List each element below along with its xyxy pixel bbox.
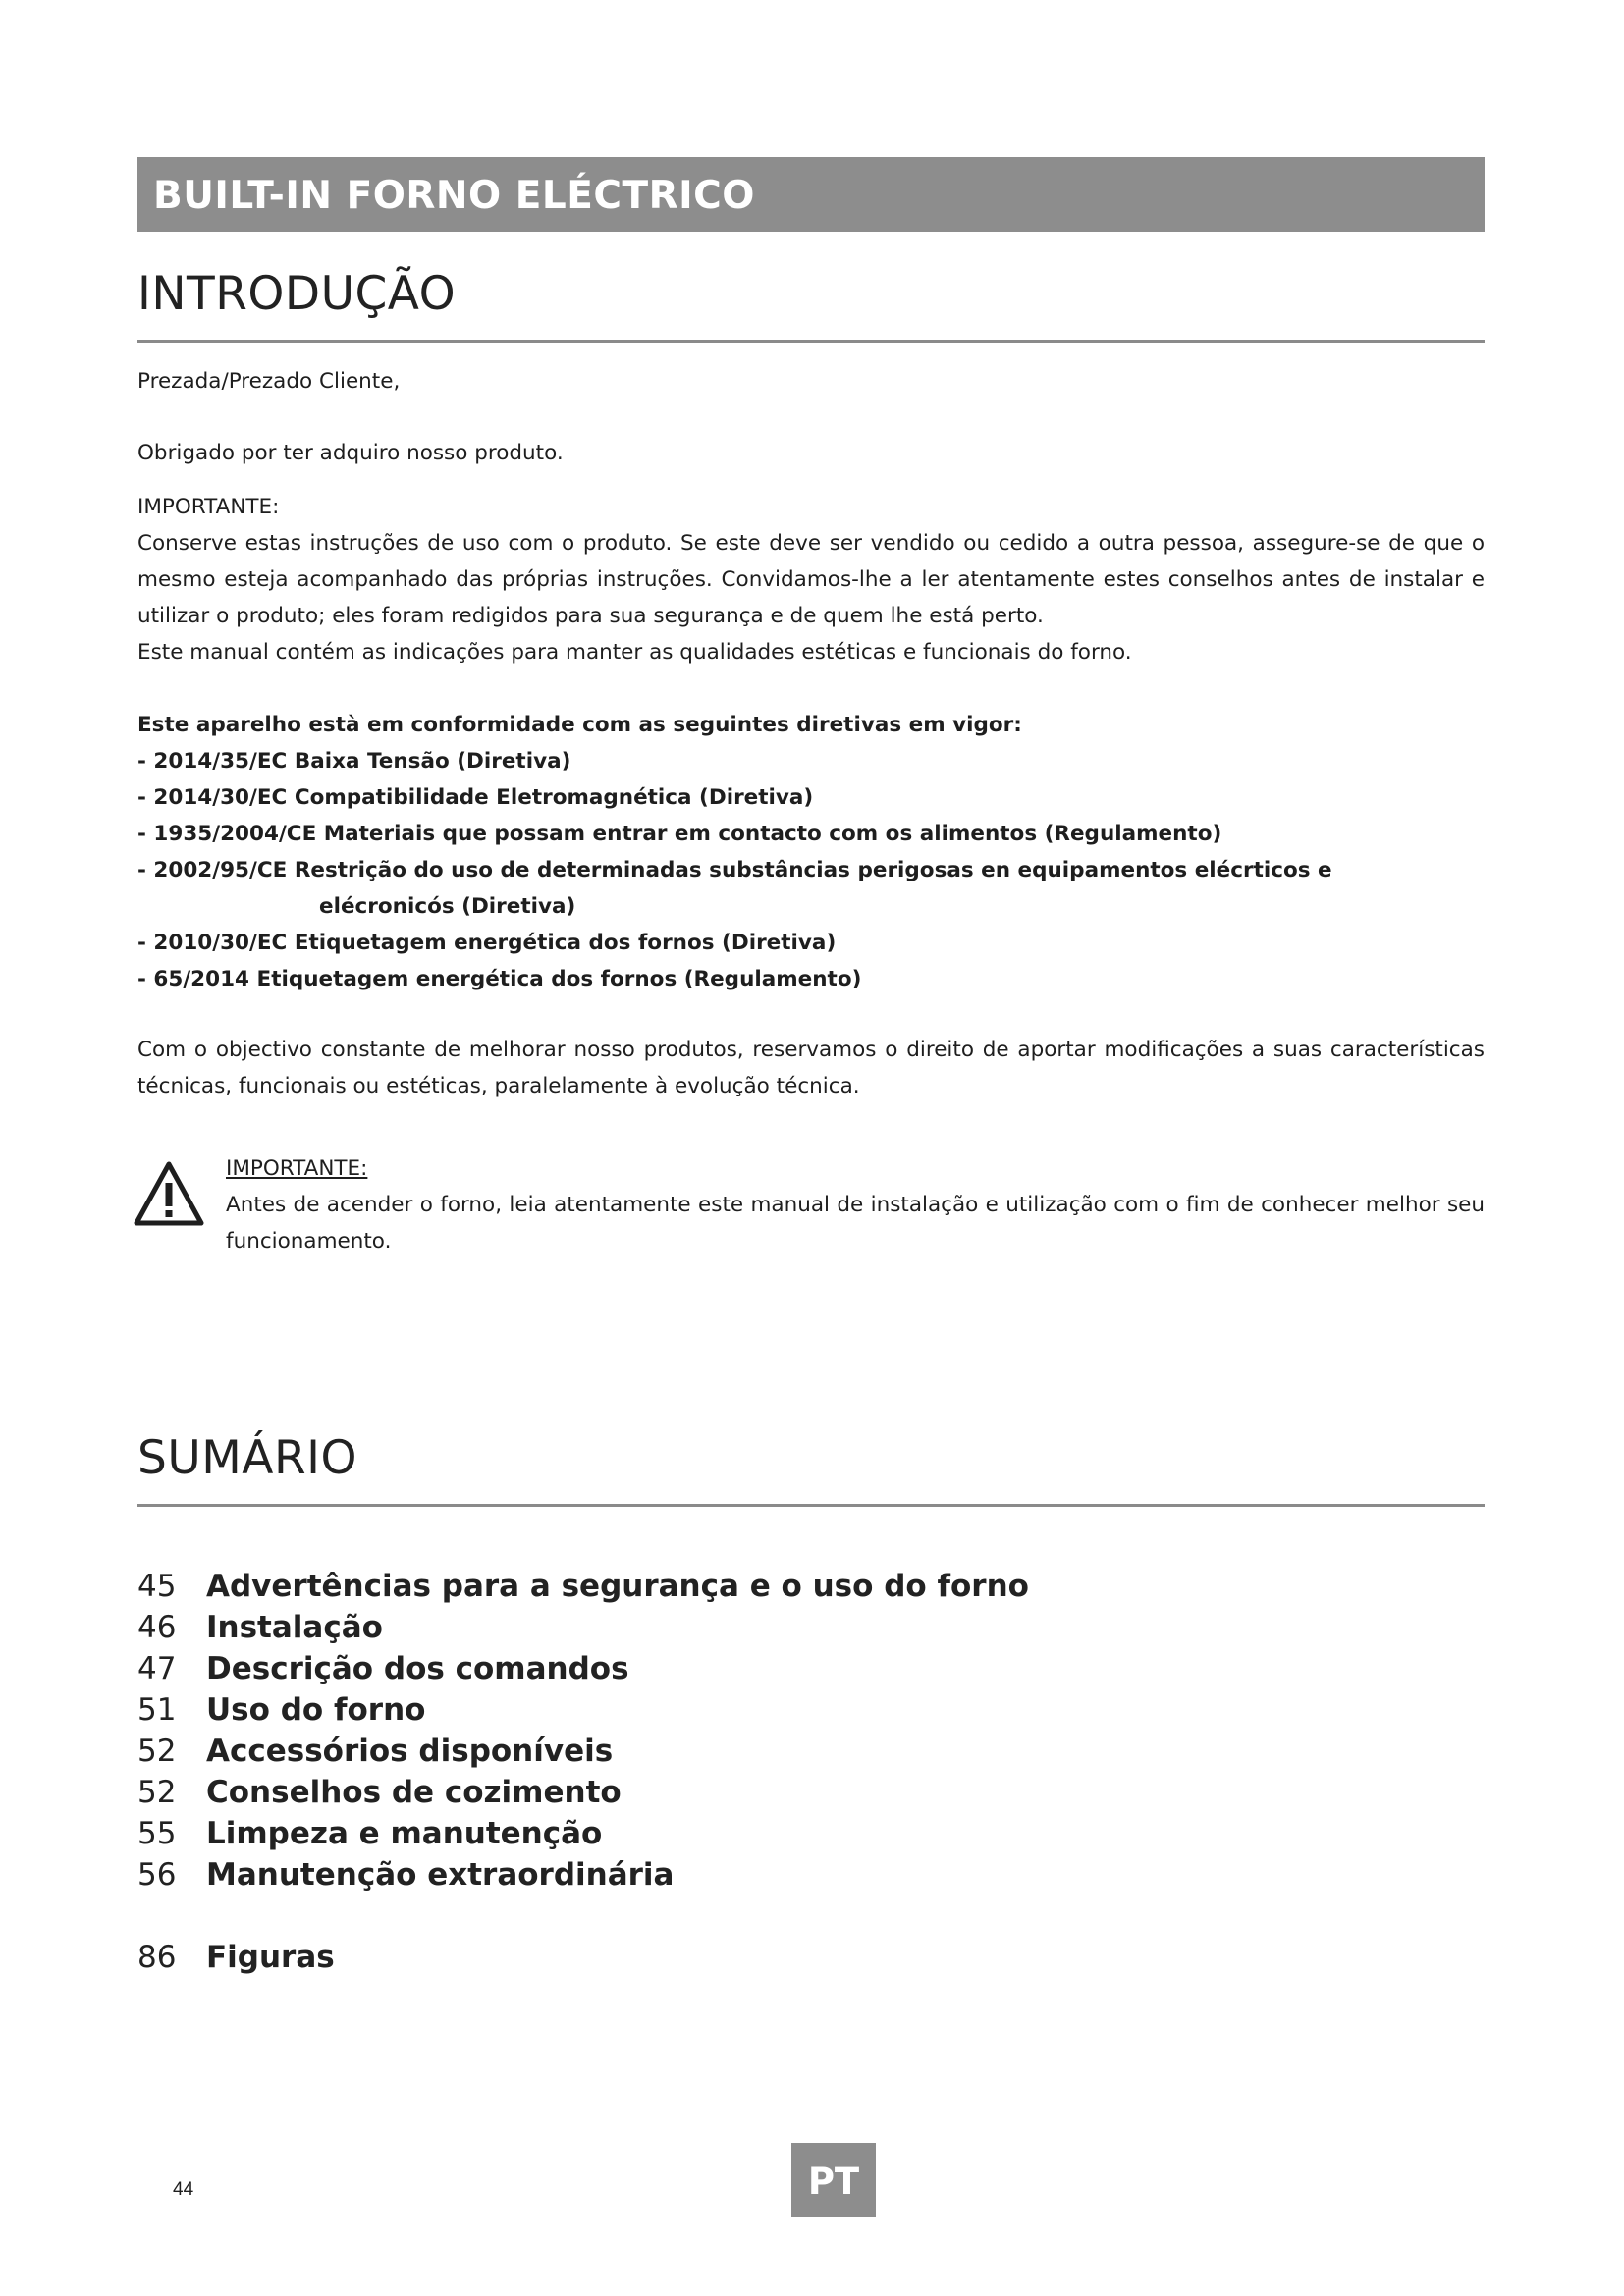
- toc-label: Manutenção extraordinária: [206, 1857, 675, 1893]
- summary-title: SUMÁRIO: [137, 1431, 357, 1485]
- warning-icon: [134, 1161, 204, 1226]
- directive-item: - 2014/35/EC Baixa Tensão (Diretiva): [137, 749, 571, 774]
- warning-label: IMPORTANTE:: [226, 1156, 368, 1181]
- toc-item[interactable]: [137, 1813, 1485, 1854]
- directive-item: - 1935/2004/CE Materiais que possam entrar em contacto com os alimentos (Regulamento): [137, 822, 1222, 846]
- intro-divider: [137, 340, 1485, 343]
- manual-text: Este manual contém as indicações para manter as qualidades estéticas e funcionais do forno.: [137, 640, 1132, 665]
- toc-page-number: 86: [137, 1940, 177, 1975]
- warning-text: Antes de acender o forno, leia atentamente este manual de instalação e utilização com o fim de conhecer melhor seu funcionamento.: [226, 1193, 1485, 1254]
- directive-item: - 2014/30/EC Compatibilidade Eletromagnética (Diretiva): [137, 785, 814, 810]
- toc-item[interactable]: [137, 1689, 1485, 1731]
- directive-item: - 2002/95/CE Restrição do uso de determinadas substâncias perigosas en equipamentos elécrticos e: [137, 858, 1332, 882]
- objective-text: Com o objectivo constante de melhorar nosso produtos, reservamos o direito de aportar modificações a suas características técnicas, funcionais ou estéticas, paralelamente à evolução técnica.: [137, 1038, 1485, 1098]
- language-badge: PT: [791, 2143, 876, 2217]
- directive-item-continuation: elécronicós (Diretiva): [319, 894, 576, 919]
- table-of-contents: [137, 1566, 1485, 1978]
- toc-page-number: 51: [137, 1692, 177, 1728]
- toc-item[interactable]: [137, 1566, 1485, 1607]
- toc-label: Conselhos de cozimento: [206, 1775, 622, 1810]
- document-banner: BUILT-IN FORNO ELÉCTRICO: [137, 157, 1485, 232]
- toc-label: Uso do forno: [206, 1692, 426, 1728]
- toc-page-number: 55: [137, 1816, 177, 1851]
- toc-page-number: 52: [137, 1734, 177, 1769]
- intro-title: INTRODUÇÃO: [137, 267, 457, 321]
- toc-label: Accessórios disponíveis: [206, 1734, 614, 1769]
- toc-label: Figuras: [206, 1940, 335, 1975]
- toc-item[interactable]: [137, 1854, 1485, 1896]
- summary-divider: [137, 1504, 1485, 1507]
- toc-label: Descrição dos comandos: [206, 1651, 629, 1686]
- toc-page-number: 47: [137, 1651, 177, 1686]
- toc-spacer: [137, 1896, 1485, 1937]
- toc-item[interactable]: [137, 1731, 1485, 1772]
- important-label: IMPORTANTE:: [137, 495, 280, 519]
- toc-item[interactable]: [137, 1772, 1485, 1813]
- directives-heading: Este aparelho està em conformidade com as seguintes diretivas em vigor:: [137, 713, 1022, 737]
- page-number: 44: [173, 2179, 194, 2200]
- toc-page-number: 46: [137, 1610, 177, 1645]
- toc-item[interactable]: [137, 1607, 1485, 1648]
- toc-page-number: 52: [137, 1775, 177, 1810]
- directives-block: [137, 707, 1485, 997]
- toc-label: Instalação: [206, 1610, 383, 1645]
- toc-label: Limpeza e manutenção: [206, 1816, 603, 1851]
- thanks-text: Obrigado por ter adquiro nosso produto.: [137, 441, 564, 465]
- toc-item[interactable]: [137, 1937, 1485, 1978]
- toc-page-number: 45: [137, 1569, 177, 1604]
- directive-item: - 2010/30/EC Etiquetagem energética dos fornos (Diretiva): [137, 931, 837, 955]
- toc-item[interactable]: [137, 1648, 1485, 1689]
- toc-page-number: 56: [137, 1857, 177, 1893]
- directive-item: - 65/2014 Etiquetagem energética dos fornos (Regulamento): [137, 967, 862, 991]
- toc-label: Advertências para a segurança e o uso do forno: [206, 1569, 1029, 1604]
- important-text: Conserve estas instruções de uso com o produto. Se este deve ser vendido ou cedido a outra pessoa, assegure-se de que o mesmo esteja acompanhado das próprias instruções. Convidamos-lhe a ler atentamente estes conselhos antes de instalar e utilizar o produto; eles foram redigidos para sua segurança e de quem lhe está perto.: [137, 531, 1485, 628]
- greeting: Prezada/Prezado Cliente,: [137, 369, 401, 394]
